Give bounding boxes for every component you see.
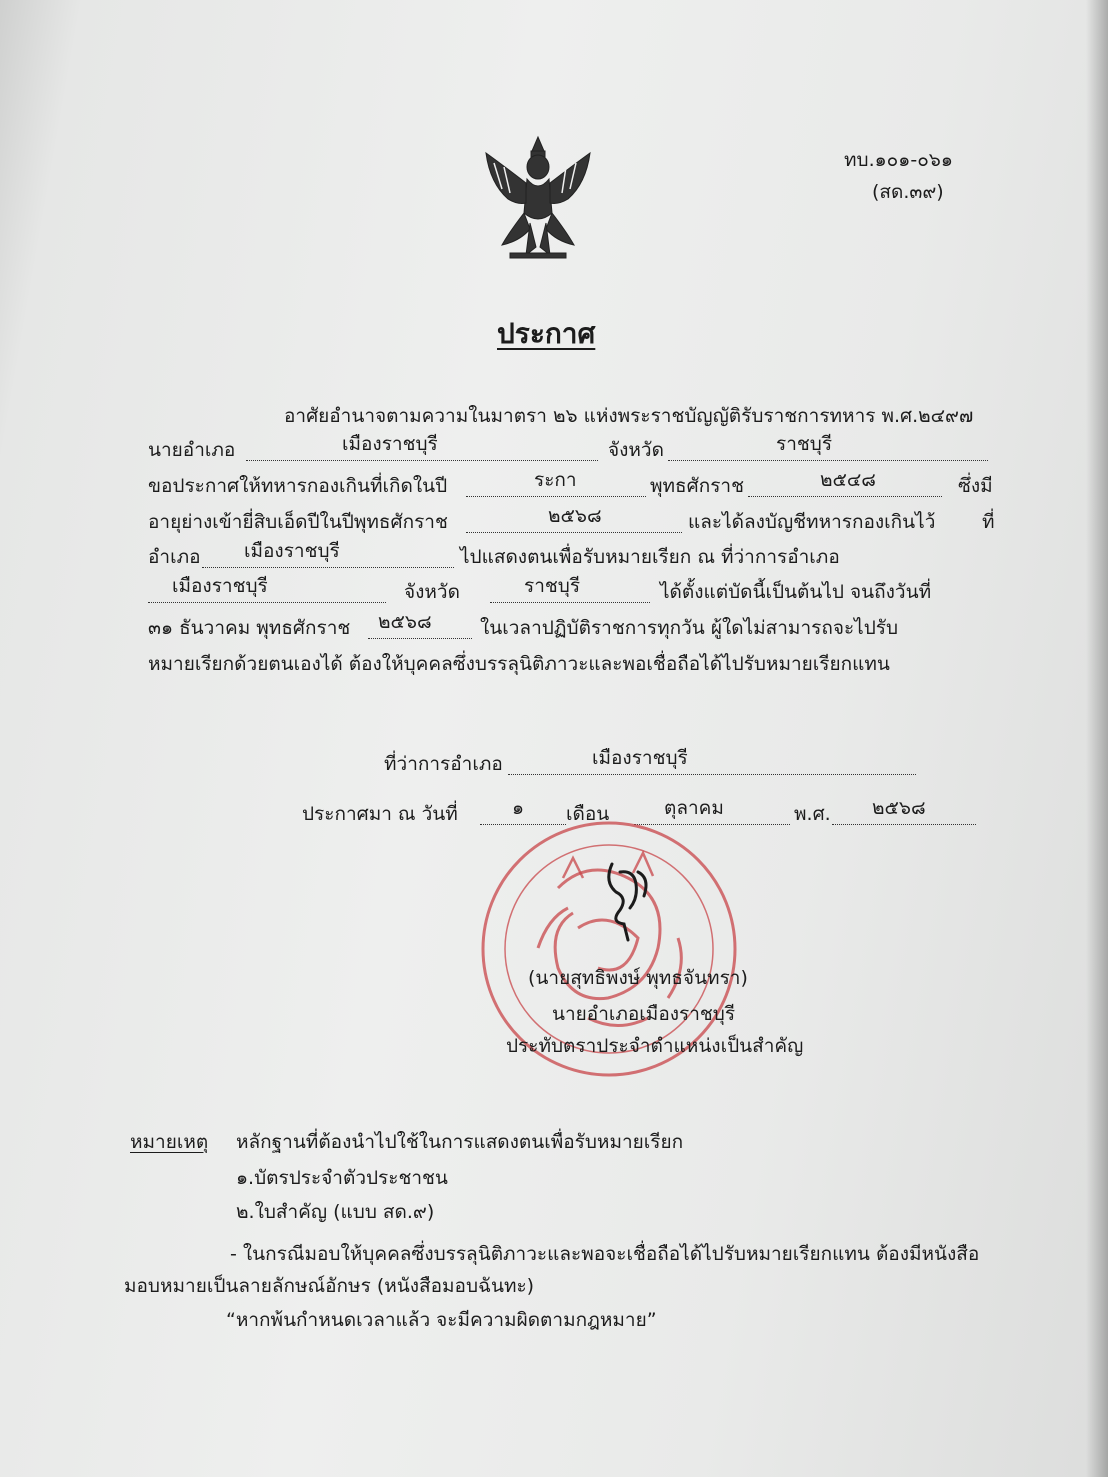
province-field: ราชบุรี (668, 438, 988, 461)
body-line-4: อายุย่างเข้ายี่สิบเอ็ดปีในปีพุทธศักราช (148, 511, 448, 533)
remarks-intro: หลักฐานที่ต้องนำไปใช้ในการแสดงตนเพื่อรับหมายเรียก (236, 1131, 684, 1153)
body-line-3: ขอประกาศให้ทหารกองเกินที่เกิดในปี (148, 475, 448, 497)
signer-name: (นายสุทธิพงษ์ พุทธจันทรา) (528, 967, 748, 989)
page-title: ประกาศ (497, 317, 596, 350)
birth-year-name-field: ระกา (466, 474, 646, 497)
office-value-field: เมืองราชบุรี (508, 752, 916, 775)
amphoe-field: เมืองราชบุรี (202, 545, 454, 568)
page-edge-shadow (1086, 0, 1108, 1477)
form-code: (สด.๓๙) (872, 181, 944, 203)
province-label: จังหวัด (608, 439, 664, 461)
deadline-year-field: ๒๕๖๘ (368, 616, 472, 639)
issue-year-label: พ.ศ. (794, 803, 831, 825)
signer-position: นายอำเภอเมืองราชบุรี (552, 1003, 736, 1025)
garuda-emblem-icon (480, 133, 596, 263)
age-year-field: ๒๕๖๘ (466, 510, 682, 533)
remarks-item-2: ๒.ใบสำคัญ (แบบ สด.๙) (236, 1201, 435, 1223)
remarks-delegate-line-2: มอบหมายเป็นลายลักษณ์อักษร (หนังสือมอบฉันทะ) (124, 1275, 535, 1297)
body-line-1: อาศัยอำนาจตามความในมาตรา ๒๖ แห่งพระราชบัญญัติรับราชการทหาร พ.ศ.๒๔๙๗ (284, 405, 974, 427)
era-label: พุทธศักราช (650, 475, 744, 497)
issue-month-label: เดือน (566, 803, 610, 825)
body-line-6: ได้ตั้งแต่บัดนี้เป็นต้นไป จนถึงวันที่ (660, 581, 932, 603)
issue-date-label: ประกาศมา ณ วันที่ (302, 803, 458, 825)
district-label: นายอำเภอ (148, 439, 236, 461)
birth-year-field: ๒๕๔๘ (748, 474, 942, 497)
body-line-8: หมายเรียกด้วยตนเองได้ ต้องให้บุคคลซึ่งบรรลุนิติภาวะและพอเชื่อถือได้ไปรับหมายเรียกแทน (148, 653, 890, 675)
body-line-4-text2: และได้ลงบัญชีทหารกองเกินไว้ (688, 511, 936, 533)
remarks-item-1: ๑.บัตรประจำตัวประชาชน (236, 1167, 448, 1189)
office-label: ที่ว่าการอำเภอ (384, 753, 503, 775)
issue-year-field: ๒๕๖๘ (832, 802, 976, 825)
document-code: ทบ.๑๐๑-๐๖๑ (844, 149, 953, 171)
amphoe-label: อำเภอ (148, 546, 201, 568)
issue-day-field: ๑ (480, 802, 566, 825)
deadline-date: ๓๑ ธันวาคม พุทธศักราช (148, 617, 351, 639)
remarks-delegate-line-1: - ในกรณีมอบให้บุคคลซึ่งบรรลุนิติภาวะและพอจะเชื่อถือได้ไปรับหมายเรียกแทน ต้องมีหนังสือ (230, 1243, 980, 1265)
office-province-label: จังหวัด (404, 581, 460, 603)
issue-month-field: ตุลาคม (634, 802, 790, 825)
remarks-label: หมายเหตุ (130, 1131, 209, 1153)
stamp-note: ประทับตราประจำตำแหน่งเป็นสำคัญ (506, 1035, 804, 1057)
office-district-field: เมืองราชบุรี (148, 580, 386, 603)
body-line-5: ไปแสดงตนเพื่อรับหมายเรียก ณ ที่ว่าการอำเภอ (460, 546, 840, 568)
office-province-field: ราชบุรี (490, 580, 650, 603)
district-field: เมืองราชบุรี (246, 438, 598, 461)
signature-mark (590, 852, 660, 942)
remarks-warning: “หากพ้นกำหนดเวลาแล้ว จะมีความผิดตามกฎหมาย” (226, 1309, 657, 1331)
body-line-3-tail: ซึ่งมี (958, 475, 993, 497)
body-line-7: ในเวลาปฏิบัติราชการทุกวัน ผู้ใดไม่สามารถจะไปรับ (480, 617, 899, 639)
body-line-4-tail: ที่ (982, 511, 995, 533)
